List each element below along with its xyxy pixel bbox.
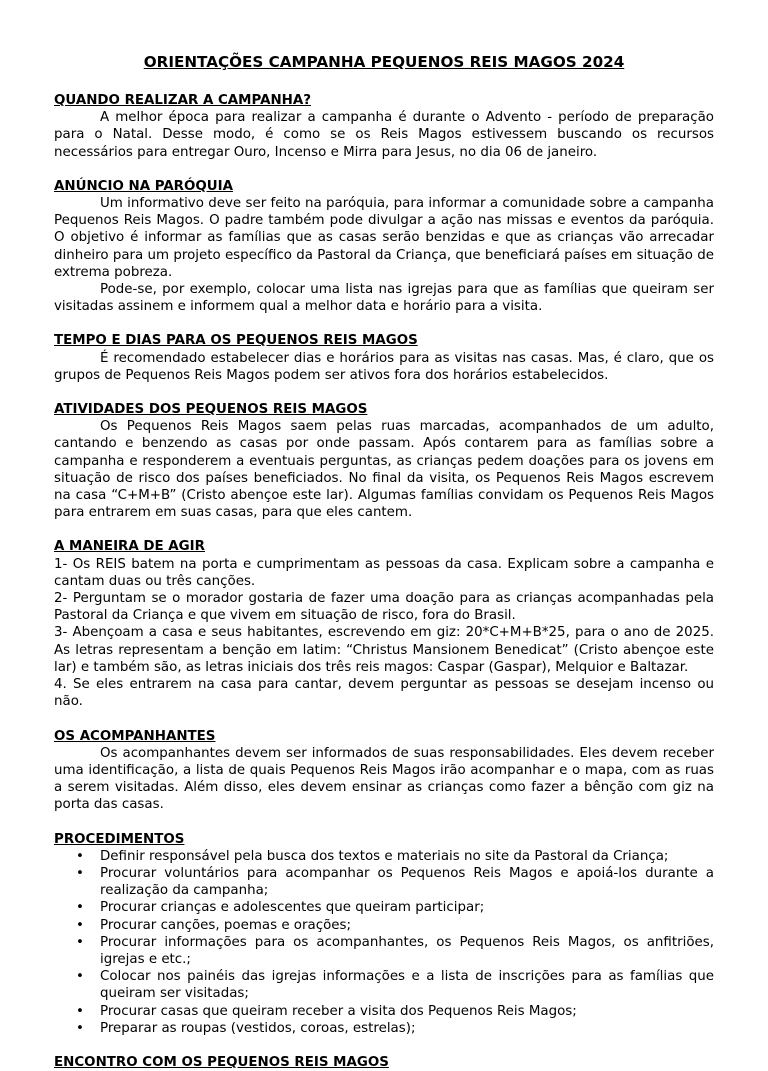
step-item: 1- Os REIS batem na porta e cumprimentam as pessoas da casa. Explicam sobre a campanha e cantam duas ou três canções.: [54, 556, 714, 589]
step-item: 3- Abençoam a casa e seus habitantes, escrevendo em giz: 20*C+M+B*25, para o ano de 2025. As letras representam a benção em latim: “Christus Mansionem Benedicat” (Cristo abençoe este lar) e também são, as letras iniciais dos três reis magos: Caspar (Gaspar), Melquior e Baltazar.: [54, 625, 714, 675]
bullet-icon: •: [76, 969, 84, 985]
step-item: 4. Se eles entrarem na casa para cantar, devem perguntar as pessoas se desejam incenso ou não.: [54, 677, 714, 710]
bullet-icon: •: [76, 917, 84, 933]
section-anuncio: [54, 178, 714, 316]
paragraph: Pode-se, por exemplo, colocar uma lista nas igrejas para que as famílias que queiram ser visitadas assinem e informem qual a melhor data e horário para a visita.: [54, 282, 714, 315]
list-item: [76, 1020, 714, 1037]
list-item: [76, 934, 714, 968]
bullet-icon: •: [76, 900, 84, 916]
section-procedimentos: [54, 831, 714, 1037]
paragraph: Um informativo deve ser feito na paróquia, para informar a comunidade sobre a campanha Pequenos Reis Magos. O padre também pode divulgar a ação nas missas e eventos da paróquia. O objetivo é informar as famílias que as casas serão benzidas e que as crianças vão arrecadar dinheiro para um projeto específico da Pastoral da Criança, que beneficiará países em situação de extrema pobreza.: [54, 196, 714, 280]
section-acompanhantes: [54, 728, 714, 814]
section-heading: QUANDO REALIZAR A CAMPANHA?: [54, 93, 311, 108]
document-title: ORIENTAÇÕES CAMPANHA PEQUENOS REIS MAGOS 2024: [143, 53, 625, 71]
section-heading: ATIVIDADES DOS PEQUENOS REIS MAGOS: [54, 402, 368, 418]
list-item: [76, 968, 714, 1002]
step-item: 2- Perguntam se o morador gostaria de fazer uma doação para as crianças acompanhadas pela Pastoral da Criança e que vivem em situação de risco, fora do Brasil.: [54, 591, 714, 624]
list-item-text: Definir responsável pela busca dos textos e materiais no site da Pastoral da Criança;: [100, 848, 669, 864]
section-quando: [54, 92, 714, 161]
list-item: [76, 865, 714, 899]
bullet-icon: •: [76, 934, 84, 950]
list-item-text: Procurar casas que queiram receber a visita dos Pequenos Reis Magos;: [100, 1003, 577, 1019]
list-item: [76, 1003, 714, 1020]
list-item-text: Procurar canções, poemas e orações;: [100, 917, 351, 933]
paragraph: A melhor época para realizar a campanha é durante o Advento - período de preparação para o Natal. Desse modo, é como se os Reis Magos estivessem buscando os recursos necessários para entregar Ouro, Incenso e Mirra para Jesus, no dia 06 de janeiro.: [54, 110, 714, 160]
list-item-text: Preparar as roupas (vestidos, coroas, estrelas);: [100, 1020, 416, 1036]
section-encontro: [54, 1054, 714, 1071]
paragraph: Os Pequenos Reis Magos saem pelas ruas marcadas, acompanhados de um adulto, cantando e benzendo as casas por onde passam. Após contarem para as famílias sobre a campanha e responderem a eventuais perguntas, as crianças pedem doações para os jovens em situação de risco dos países beneficiados. No final da visita, os Pequenos Reis Magos escrevem na casa “C+M+B” (Cristo abençoe este lar). Algumas famílias convidam os Pequenos Reis Magos para entrarem em suas casas, para que eles cantem.: [54, 419, 714, 521]
procedures-list: [54, 848, 714, 1037]
section-heading: ANÚNCIO NA PARÓQUIA: [54, 178, 233, 194]
bullet-icon: •: [76, 848, 84, 864]
section-heading: A MANEIRA DE AGIR: [54, 539, 205, 555]
section-heading: OS ACOMPANHANTES: [54, 728, 216, 744]
section-heading: PROCEDIMENTOS: [54, 831, 185, 847]
section-atividades: [54, 401, 714, 521]
bullet-icon: •: [76, 1003, 84, 1019]
bullet-icon: •: [76, 1020, 84, 1036]
paragraph: Os acompanhantes devem ser informados de suas responsabilidades. Eles devem receber uma identificação, a lista de quais Pequenos Reis Magos irão acompanhar e o mapa, com as ruas a serem visitadas. Além disso, eles devem ensinar as crianças como fazer a bênção com giz na porta das casas.: [54, 745, 714, 813]
list-item: [76, 848, 714, 865]
bullet-icon: •: [76, 865, 84, 881]
list-item: [76, 899, 714, 916]
list-item-text: Procurar informações para os acompanhantes, os Pequenos Reis Magos, os anfitriões, igrejas e etc.;: [100, 934, 714, 967]
section-tempo: [54, 332, 714, 384]
list-item-text: Procurar voluntários para acompanhar os Pequenos Reis Magos e apoiá-los durante a realização da campanha;: [100, 865, 714, 899]
list-item-text: Colocar nos painéis das igrejas informações e a lista de inscrições para as famílias que queiram ser visitadas;: [100, 969, 714, 1002]
section-maneira: [54, 538, 714, 710]
paragraph: É recomendado estabelecer dias e horários para as visitas nas casas. Mas, é claro, que os grupos de Pequenos Reis Magos podem ser ativos fora dos horários estabelecidos.: [54, 350, 714, 383]
list-item: [76, 917, 714, 934]
section-heading: ENCONTRO COM OS PEQUENOS REIS MAGOS: [54, 1054, 389, 1070]
list-item-text: Procurar crianças e adolescentes que queiram participar;: [100, 900, 485, 916]
section-heading: TEMPO E DIAS PARA OS PEQUENOS REIS MAGOS: [54, 333, 418, 349]
